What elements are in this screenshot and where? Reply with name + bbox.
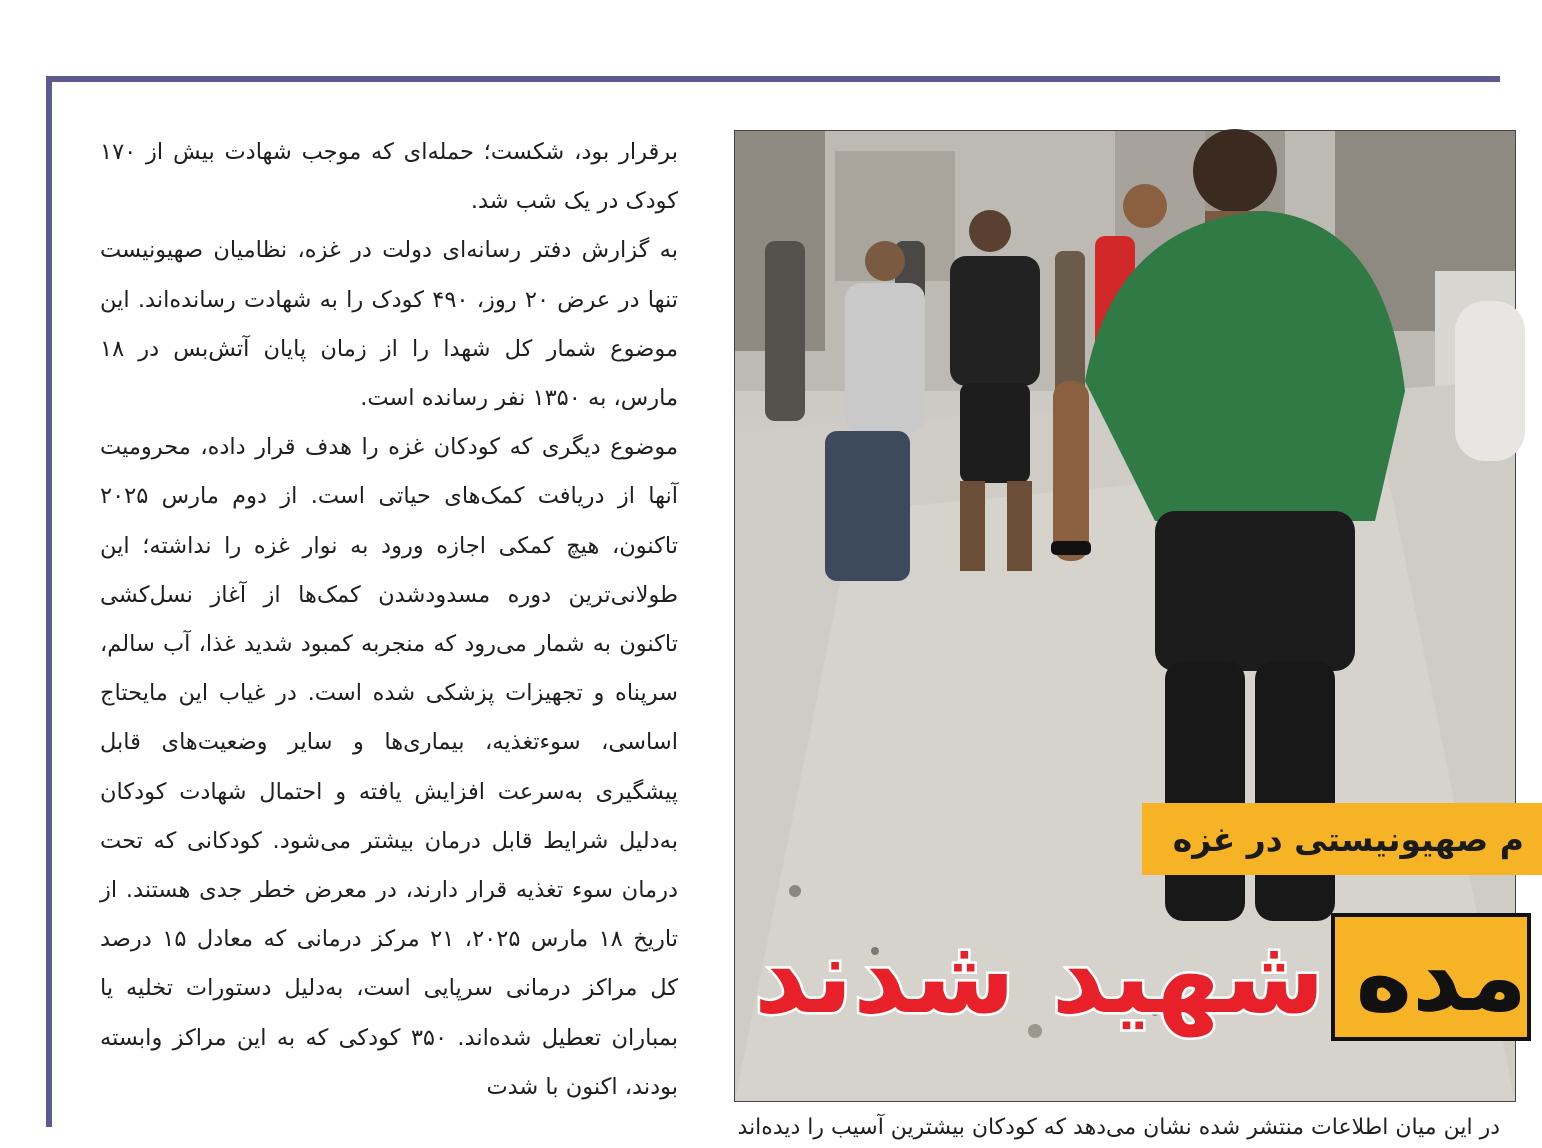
headline-red-text: شهید شدند [753,915,1325,1037]
photo-kicker-text: م صهیونیستی در غزه [1172,819,1524,859]
page-frame-left-border [46,76,52,1127]
lower-column-text [734,1108,1500,1140]
photo-kicker-banner [1142,803,1542,875]
headline-yellow-box: مده [1331,913,1531,1041]
article-paragraph: برقرار بود، شکست؛ حمله‌ای که موجب شهادت بیش از ۱۷۰ کودک در یک شب شد. [100,139,678,215]
article-column [100,128,678,1127]
article-paragraph: به گزارش دفتر رسانه‌ای دولت در غزه، نظامیان صهیونیست تنها در عرض ۲۰ روز، ۴۹۰ کودک را به شهادت رسانده‌اند. این موضوع شمار کل شهدا را از زمان پایان آتش‌بس در ۱۸ مارس، به ۱۳۵۰ نفر رسانده است. [100,237,678,412]
news-photo [734,130,1527,1102]
page-frame-top-border [46,76,1500,82]
lower-column-line: در این میان اطلاعات منتشر شده نشان می‌دهد که کودکان بیشترین آسیب را دیده‌اند [737,1115,1500,1140]
article-paragraph: موضوع دیگری که کودکان غزه را هدف قرار داده، محرومیت آنها از دریافت کمک‌های حیاتی است. از دوم مارس ۲۰۲۵ تاکنون، هیچ کمکی اجازه ورود به نوار غزه را نداشته؛ این طولانی‌ترین دوره مسدودشدن کمک‌ها از آغاز نسل‌کشی تاکنون به شمار می‌رود که منجربه کمبود شدید غذا، آب سالم، سرپناه و تجهیزات پزشکی شده است. در غیاب این مایحتاج اساسی، سوءتغذیه، بیماری‌ها و سایر وضعیت‌های قابل پیشگیری به‌سرعت افزایش یافته و احتمال شهادت کودکان به‌دلیل شرایط قابل درمان بیشتر می‌شود. کودکانی که تحت درمان سوء تغذیه قرار دارند، در معرض خطر جدی هستند. از تاریخ ۱۸ مارس ۲۰۲۵، ۲۱ مرکز درمانی که معادل ۱۵ درصد کل مراکز درمانی سرپایی است، به‌دلیل دستورات تخلیه یا بمباران تعطیل شده‌اند. ۳۵۰ کودکی که به این مراکز وابسته بودند، اکنون با شدت [100,434,679,1100]
